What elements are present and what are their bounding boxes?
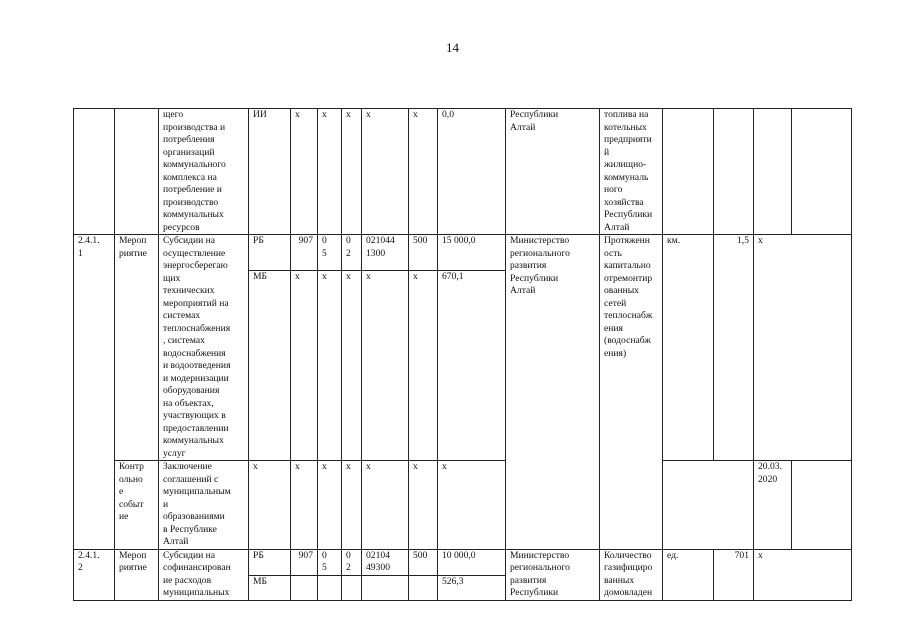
cell-vr: 500 bbox=[409, 549, 438, 576]
cell-last: х bbox=[754, 235, 852, 461]
cell-vr: 500 bbox=[409, 235, 438, 271]
cell-last: х bbox=[754, 549, 852, 600]
cell-description: Заключение соглашений с муниципальным и образованиями в Республике Алтай bbox=[159, 461, 249, 550]
cell-type: Мероп риятие bbox=[115, 549, 159, 600]
cell-amount: 15 000,0 bbox=[438, 235, 506, 271]
cell-num: 2.4.1. 1 bbox=[74, 235, 115, 550]
program-table bbox=[73, 108, 852, 601]
cell-value bbox=[714, 461, 754, 550]
cell-csr: х bbox=[362, 461, 409, 550]
cell-pr: х bbox=[342, 271, 362, 461]
cell-grbs: 907 bbox=[291, 549, 318, 576]
cell-vr: х bbox=[409, 461, 438, 550]
cell-grbs: х bbox=[291, 461, 318, 550]
cell-unit: км. bbox=[663, 235, 714, 461]
cell-amount: 0,0 bbox=[438, 109, 506, 235]
cell-executor: Министерство регионального развития Республики Алтай bbox=[506, 235, 600, 550]
cell-extra bbox=[792, 461, 852, 550]
cell-unit: ед. bbox=[663, 549, 714, 600]
cell-pr: х bbox=[342, 461, 362, 550]
cell-grbs: х bbox=[291, 109, 318, 235]
cell-csr: 02104 49300 bbox=[362, 549, 409, 576]
cell-source: РБ bbox=[249, 549, 291, 576]
cell-value: 1,5 bbox=[714, 235, 754, 461]
cell-value bbox=[714, 109, 754, 235]
cell-extra bbox=[792, 109, 852, 235]
cell-rz: х bbox=[318, 109, 342, 235]
cell-date: 20.03. 2020 bbox=[754, 461, 792, 550]
cell-source: РБ bbox=[249, 235, 291, 271]
cell-unit bbox=[663, 109, 714, 235]
cell-grbs: 907 bbox=[291, 235, 318, 271]
cell-rz: х bbox=[318, 271, 342, 461]
cell-rz: 0 5 bbox=[318, 235, 342, 271]
cell-indicator: Количество газифициро ванных домовладен bbox=[600, 549, 663, 600]
cell-unit bbox=[663, 461, 714, 550]
cell-type: Мероп риятие bbox=[115, 235, 159, 461]
cell-executor: Республики Алтай bbox=[506, 109, 600, 235]
cell-pr bbox=[342, 576, 362, 600]
cell-num: 2.4.1. 2 bbox=[74, 549, 115, 600]
cell-rz: х bbox=[318, 461, 342, 550]
cell-indicator: топлива на котельных предприяти й жилищно- коммуналь ного хозяйства Республики Алтай bbox=[600, 109, 663, 235]
cell-amount: х bbox=[438, 461, 506, 550]
cell-source: ИИ bbox=[249, 109, 291, 235]
cell-description: Субсидии на осуществление энергосберегаю щих технических мероприятий на системах теплоснабжения , системах водоснабжения и водоотведения и модернизации оборудования на объектах, участвующих в предоставлении коммунальных услуг bbox=[159, 235, 249, 461]
page-number: 14 bbox=[446, 40, 459, 55]
cell-indicator: Протяженн ость капитально отремонтир ованных сетей теплоснабж ения (водоснабж ения) bbox=[600, 235, 663, 550]
cell-source: х bbox=[249, 461, 291, 550]
cell-csr: 021044 1300 bbox=[362, 235, 409, 271]
cell-amount: 526,3 bbox=[438, 576, 506, 600]
cell-csr bbox=[362, 576, 409, 600]
cell-source: МБ bbox=[249, 576, 291, 600]
cell-type bbox=[115, 109, 159, 235]
cell-last bbox=[754, 109, 792, 235]
cell-grbs bbox=[291, 576, 318, 600]
table-row-continuation bbox=[74, 109, 852, 235]
cell-value: 701 bbox=[714, 549, 754, 600]
cell-vr: х bbox=[409, 271, 438, 461]
cell-amount: 670,1 bbox=[438, 271, 506, 461]
cell-num bbox=[74, 109, 115, 235]
table-row bbox=[74, 549, 852, 576]
cell-vr: х bbox=[409, 109, 438, 235]
cell-executor: Министерство регионального развития Республики bbox=[506, 549, 600, 600]
cell-rz: 0 5 bbox=[318, 549, 342, 576]
cell-rz bbox=[318, 576, 342, 600]
cell-pr: 0 2 bbox=[342, 549, 362, 576]
cell-source: МБ bbox=[249, 271, 291, 461]
cell-csr: х bbox=[362, 271, 409, 461]
table-row bbox=[74, 235, 852, 271]
cell-pr: х bbox=[342, 109, 362, 235]
table-row bbox=[74, 461, 852, 550]
cell-grbs: х bbox=[291, 271, 318, 461]
cell-csr: х bbox=[362, 109, 409, 235]
cell-description: Субсидии на софинансирован ие расходов муниципальных bbox=[159, 549, 249, 600]
cell-amount: 10 000,0 bbox=[438, 549, 506, 576]
cell-description: щего производства и потребления организаций коммунального комплекса на потребление и производство коммунальных ресурсов bbox=[159, 109, 249, 235]
cell-vr bbox=[409, 576, 438, 600]
cell-type: Контр ольно е событ ие bbox=[115, 461, 159, 550]
cell-pr: 0 2 bbox=[342, 235, 362, 271]
